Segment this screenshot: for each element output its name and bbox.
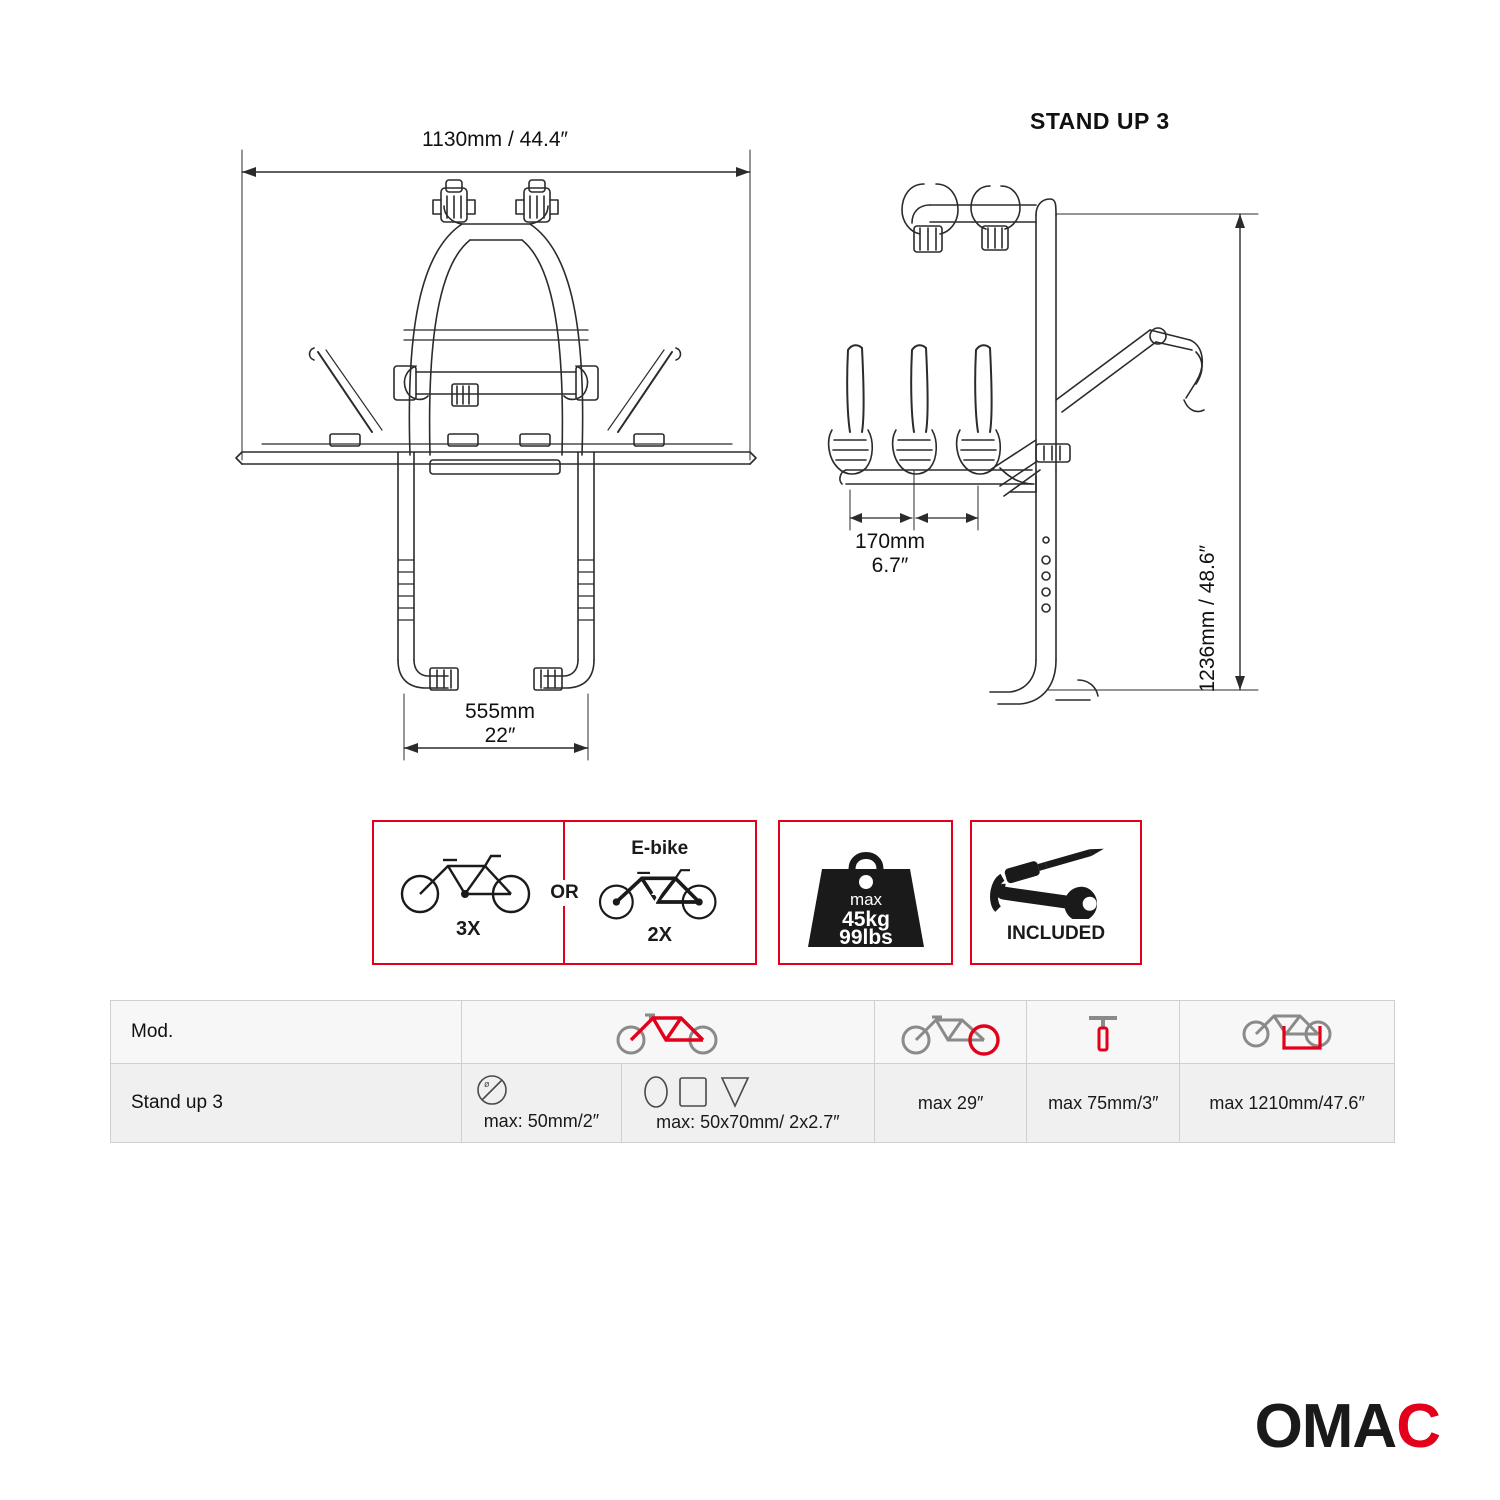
tools-included-box <box>970 820 1142 965</box>
max-weight-box <box>778 820 953 965</box>
top-clamp-left <box>433 180 475 222</box>
table-data-row <box>111 1064 1395 1143</box>
bike-frame-icon <box>609 1008 727 1056</box>
row-pump-cell: max 75mm/3″ <box>1027 1064 1180 1143</box>
ebike-capacity-half <box>565 822 756 963</box>
depth-dimension-label-mm: 555mm <box>464 700 536 723</box>
front-view-drawing <box>236 150 756 760</box>
brand-name-dark: OMA <box>1254 1392 1397 1461</box>
side-top-clamp-a <box>902 184 958 252</box>
spacing-dimension-label-mm: 170mm <box>854 530 926 553</box>
ebike-title: E-bike <box>631 838 689 859</box>
side-top-clamp-b <box>971 186 1020 250</box>
spacing-dimension-label-in: 6.7″ <box>871 554 909 577</box>
row-frame-round-cell <box>462 1064 622 1143</box>
max-weight-icon <box>796 829 936 957</box>
tools-included-icon <box>986 841 1126 919</box>
header-pump-icon-cell <box>1027 1001 1180 1064</box>
row-model-name: Stand up 3 <box>111 1064 462 1143</box>
svg-text:45kg: 45kg <box>841 907 890 931</box>
bike-capacity-half <box>374 822 565 963</box>
header-length-icon-cell <box>1180 1001 1395 1064</box>
product-title: STAND UP 3 <box>1030 108 1170 134</box>
bike-length-icon <box>1232 1008 1342 1056</box>
round-tube-icon <box>462 1075 522 1109</box>
row-frame-shapes-value: max: 50x70mm/ 2x2.7″ <box>656 1111 840 1132</box>
row-wheel-cell: max 29″ <box>874 1064 1026 1143</box>
seatpost-icon <box>1081 1008 1125 1056</box>
table-header-row <box>111 1001 1395 1064</box>
e-bike-icon <box>585 862 735 922</box>
bike-wheel-icon <box>896 1008 1006 1056</box>
width-dimension-label: 1130mm / 44.4″ <box>422 128 568 151</box>
bike-capacity-box <box>372 820 757 965</box>
bike-quantity: 3X <box>456 918 481 940</box>
top-clamp-right <box>516 180 558 222</box>
row-length-cell: max 1210mm/47.6″ <box>1180 1064 1395 1143</box>
tube-shapes-icon <box>622 1074 772 1110</box>
tools-included-label: INCLUDED <box>1006 922 1106 944</box>
specification-table <box>110 1000 1395 1143</box>
side-view-drawing <box>829 184 1258 704</box>
brand-logo <box>1254 1392 1440 1461</box>
height-dimension-label: 1236mm / 48.6″ <box>1196 545 1219 693</box>
header-frame-icon-cell <box>462 1001 875 1064</box>
svg-text:max: max <box>849 889 882 909</box>
header-model-label: Mod. <box>111 1001 462 1064</box>
ebike-quantity: 2X <box>647 924 672 946</box>
brand-name-accent: C <box>1396 1392 1440 1461</box>
or-label: OR <box>547 880 582 906</box>
svg-text:99lbs: 99lbs <box>838 925 893 949</box>
bicycle-icon <box>393 844 543 916</box>
svg-text:ø: ø <box>484 1078 490 1089</box>
row-frame-shapes-cell <box>621 1064 874 1143</box>
row-frame-round-value: max: 50mm/2″ <box>483 1110 600 1131</box>
feature-icons-strip <box>372 820 1292 980</box>
depth-dimension-label-in: 22″ <box>484 724 516 747</box>
header-wheel-icon-cell <box>874 1001 1026 1064</box>
